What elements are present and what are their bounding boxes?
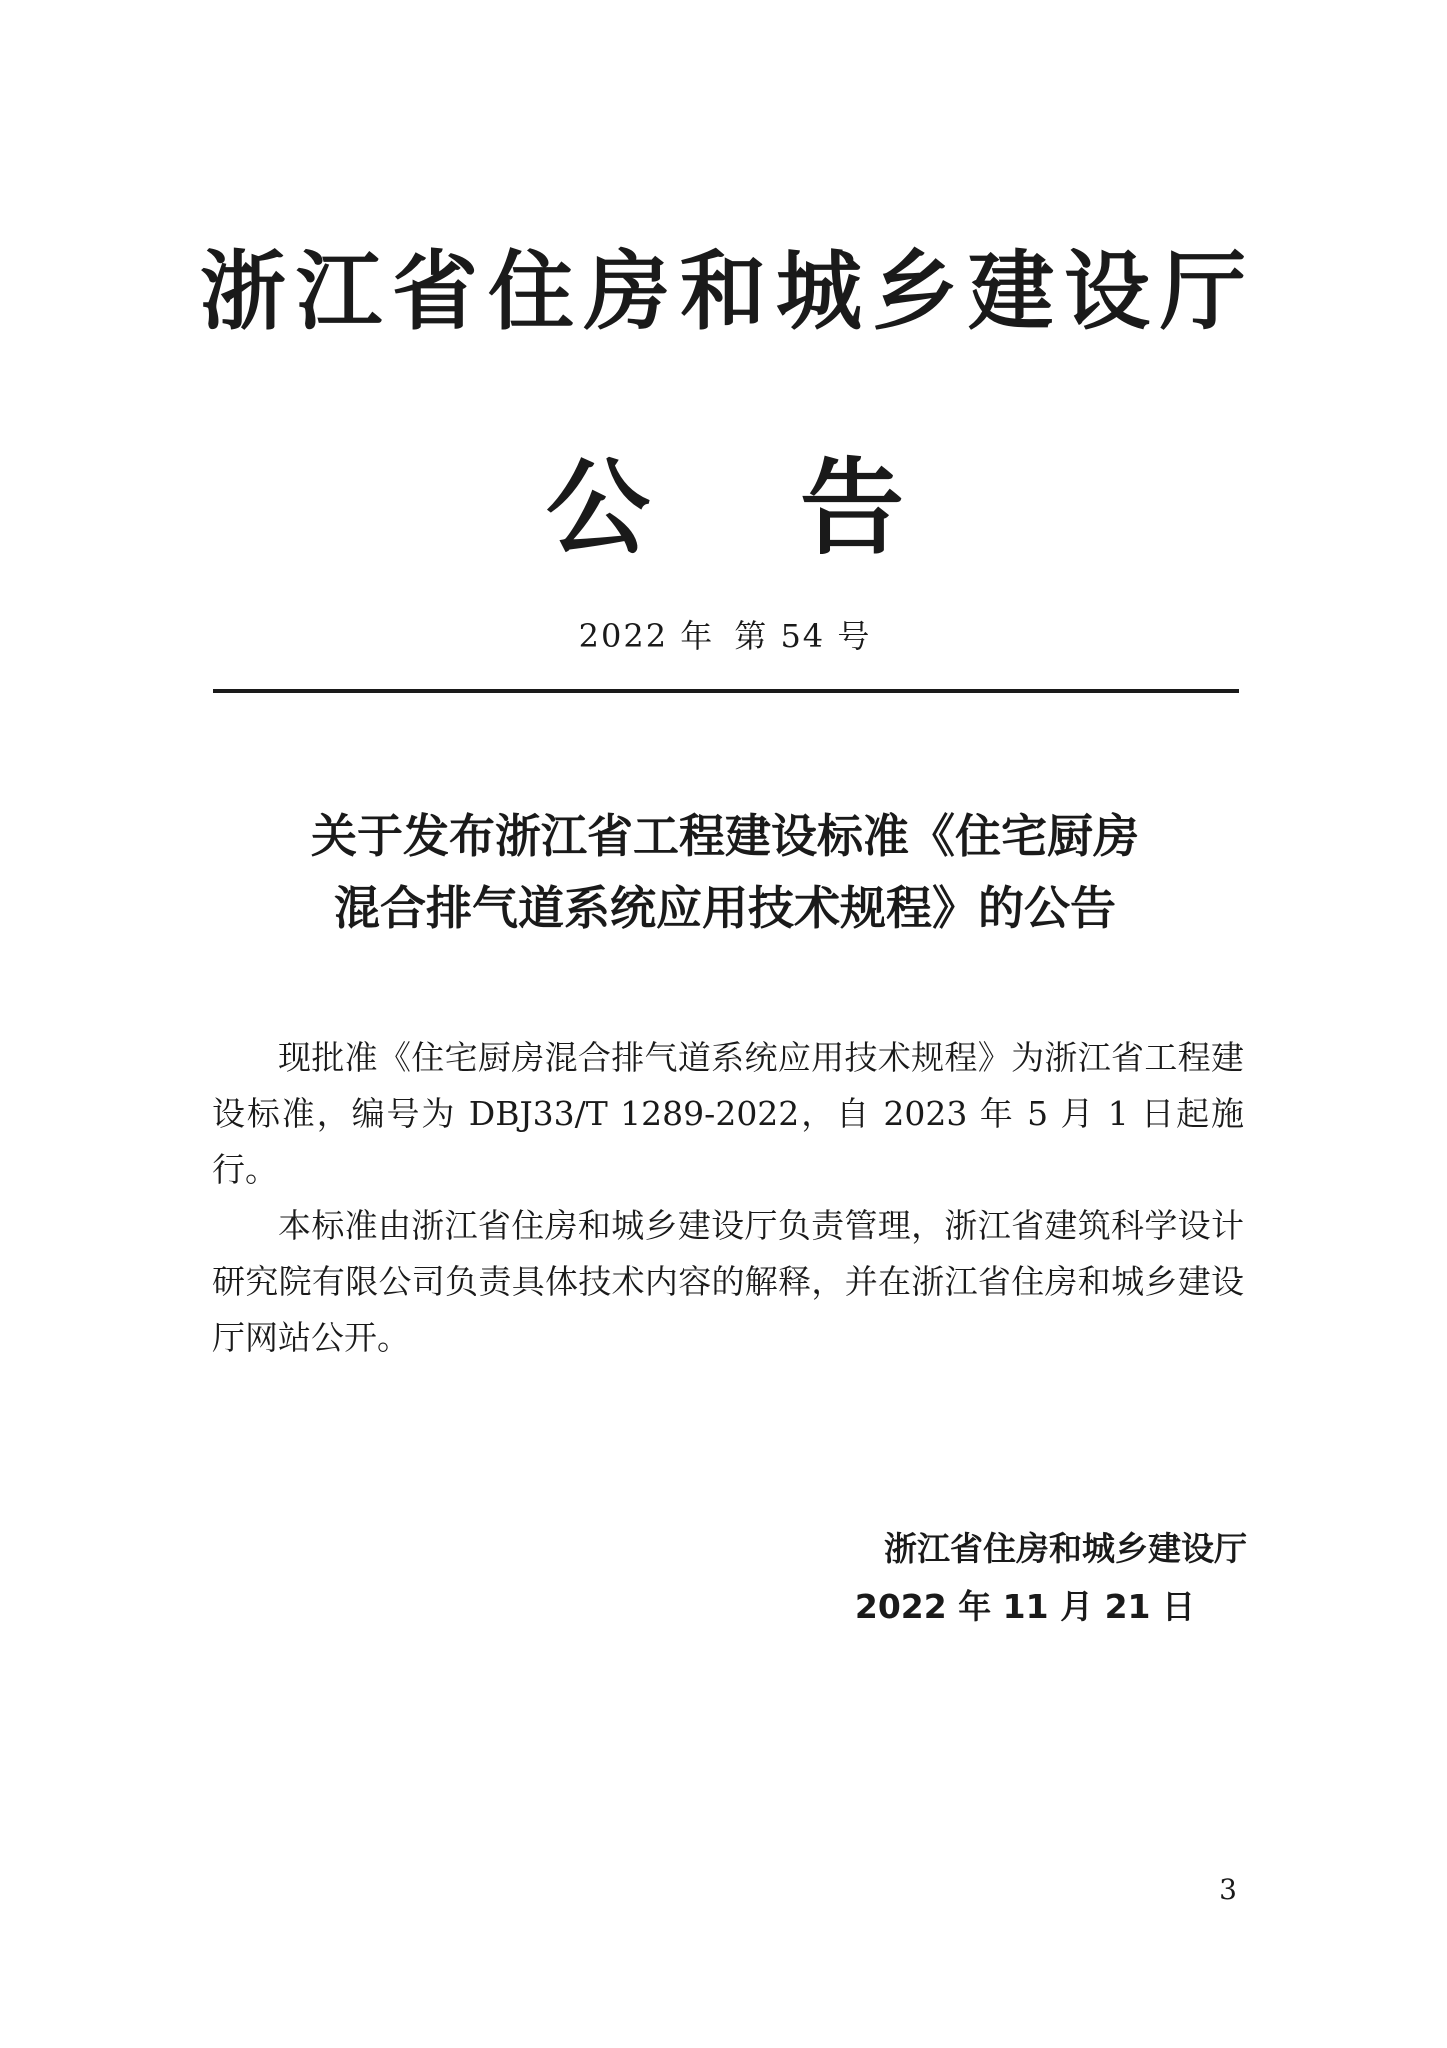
- page-number: 3: [1219, 1873, 1237, 1906]
- title-line-2: 混合排气道系统应用技术规程》的公告: [334, 881, 1116, 935]
- announcement-body: [212, 1030, 1244, 1366]
- body-paragraph-2: 本标准由浙江省住房和城乡建设厅负责管理，浙江省建筑科学设计研究院有限公司负责具体技术内容的解释，并在浙江省住房和城乡建设厅网站公开。: [212, 1206, 1244, 1357]
- signature-date: 2022 年 11 月 21 日: [854, 1587, 1195, 1626]
- doc-type-char-1: 公: [545, 447, 650, 569]
- header-divider: [213, 689, 1239, 693]
- title-line-1: 关于发布浙江省工程建设标准《住宅厨房: [311, 809, 1139, 863]
- announcement-title: [200, 800, 1250, 944]
- issuing-agency-heading: 浙江省住房和城乡建设厅: [200, 242, 1256, 342]
- doc-type-char-2: 告: [800, 447, 905, 569]
- doc-year: 2022 年: [578, 617, 715, 655]
- body-paragraph-1: 现批准《住宅厨房混合排气道系统应用技术规程》为浙江省工程建设标准，编号为 DBJ33/T 1289-2022，自 2023 年 5 月 1 日起施行。: [212, 1038, 1244, 1189]
- doc-issue-number: 第 54 号: [734, 617, 872, 655]
- signature-issuer: 浙江省住房和城乡建设厅: [884, 1529, 1247, 1568]
- signature-block: [647, 1520, 1247, 1636]
- document-type-heading: [200, 448, 1250, 568]
- document-number: [200, 614, 1250, 658]
